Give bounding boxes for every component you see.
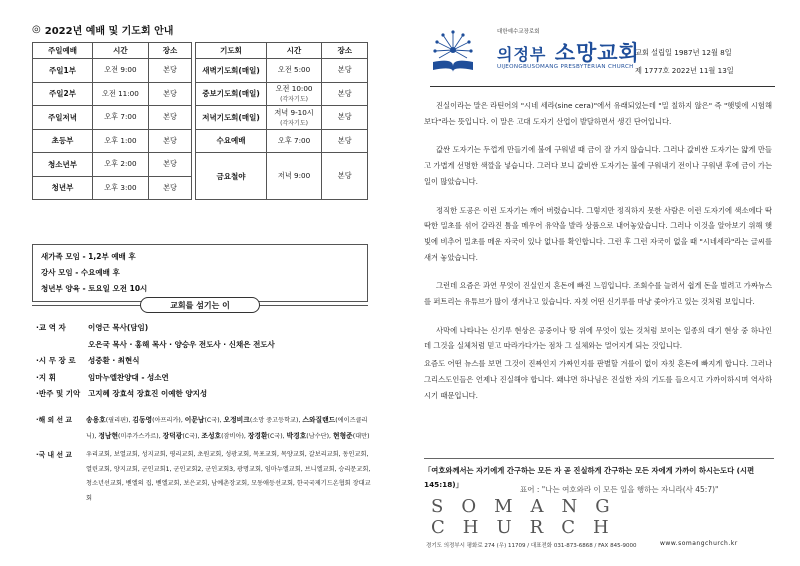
staff-value: 오은국 목사 · 홍해 목사 · 양승우 전도사 · 신채은 전도사 <box>88 339 275 349</box>
schedule-section-title <box>32 22 173 37</box>
staff-value: 고지혜 장효석 장효진 이예한 양지성 <box>88 389 208 398</box>
missionary-location: (미주가스카르), <box>118 432 163 440</box>
prayer-name: 저녁기도회(매일) <box>196 106 266 130</box>
founded-date: 교회 설립일 1987년 12월 8일 <box>635 48 732 57</box>
staff-list <box>36 320 376 403</box>
worship-time: 오후 2:00 <box>92 153 148 177</box>
staff-value: 이영근 목사(담임) <box>88 323 149 332</box>
worship-place: 본당 <box>148 153 191 177</box>
missionary-name: 정남현 <box>98 431 119 440</box>
mission-abroad-row <box>36 413 372 444</box>
header-divider <box>430 86 775 87</box>
worship-name: 청년부 <box>33 176 93 200</box>
table-gap <box>192 176 196 200</box>
denomination: 대한예수교장로회 <box>497 29 540 35</box>
prayer-time-sub: (각자기도) <box>280 119 308 127</box>
prayer-place: 본당 <box>322 106 368 130</box>
worship-place: 본당 <box>148 129 191 153</box>
paragraph: 정직한 도공은 이런 도자기는 깨어 버렸습니다. 그렇지만 정직하지 못한 사람은 이런 도자기에 색소에다 딱딱한 밀초를 섞어 갈라진 틈을 메우어 유약을 발라 상품으로 내어놓았습니다. 그러나 이것을 알아보기 위해 햇빛에 비추어 밀초를 메운 자국이 있나 없나를 확인합니다. 그런 후 그런 자국이 없을 때 "시네세라"라는 글씨를 새겨 놓았습니다. <box>424 205 772 262</box>
prayer-time-cell <box>266 82 322 106</box>
staff-row <box>36 370 376 387</box>
header-worship: 주일예배 <box>33 43 93 59</box>
notice-line: 청년부 양육 - 토요일 오전 10시 <box>41 284 148 293</box>
section-mark: ◎ <box>32 24 41 35</box>
prayer-name: 금요철야 <box>196 153 266 200</box>
staff-label: ·시 무 장 로 <box>36 356 76 365</box>
missionary-location: (C국), <box>267 432 287 440</box>
worship-place: 본당 <box>148 176 191 200</box>
church-name-text: 소망교회 <box>554 41 640 65</box>
prayer-place: 본당 <box>322 82 368 106</box>
prayer-time-sub: (각자기도) <box>280 96 308 104</box>
column-text <box>424 98 772 416</box>
worship-time: 오후 7:00 <box>92 106 148 130</box>
notice-line: 새가족 모임 - 1,2부 예배 후 <box>41 252 136 261</box>
staff-label: ·지 휘 <box>36 372 56 382</box>
missionary-name: 조성호 <box>201 431 222 440</box>
worship-name: 주일1부 <box>33 59 93 83</box>
church-website[interactable]: www.somangchurch.kr <box>660 540 738 547</box>
staff-row <box>36 386 376 403</box>
missionary-name: 오정비크 <box>223 416 250 424</box>
staff-row <box>36 337 376 354</box>
church-motto: 표어 : "나는 여호와라 이 모든 일을 행하는 자니라(사 45:7)" <box>520 485 719 494</box>
worship-time: 오전 9:00 <box>92 59 148 83</box>
issue-number: 제 1777호 2022년 11월 13일 <box>635 66 734 75</box>
staff-label: ·교 역 자 <box>36 323 66 332</box>
paragraph: 진실이라는 말은 라틴어의 "시네 세라(sine cera)"에서 유래되었는데 "밀 칠하지 않은" 즉 "햇빛에 시험해 보다"라는 뜻입니다. 이 말은 고대 도자기 산업이 발달하면서 생긴 단어입니다. <box>424 101 772 126</box>
worship-name: 청소년부 <box>33 153 93 177</box>
paragraph: 사막에 나타나는 신기루 현상은 공중이나 땅 위에 무엇이 있는 것처럼 보이는 일종의 대기 현상 중 하나인데 그것을 실체처럼 믿고 따라가다가는 점차 그 실체와는 멀어지게 되는 것입니다. <box>424 325 772 351</box>
staff-value: 성중환 · 최현식 <box>88 356 140 365</box>
worship-name: 주일2부 <box>33 82 93 106</box>
prayer-time: 저녁 9-10시 <box>274 107 314 117</box>
staff-row <box>36 353 376 370</box>
missionary-name: 스와질랜드 <box>302 416 336 424</box>
staff-label <box>36 337 88 354</box>
worship-name: 초등부 <box>33 129 93 153</box>
missionary-location: (에이즈클리닉), <box>86 417 368 440</box>
missionary-location: (잠비아), <box>221 432 248 440</box>
mission-abroad-label: ·해 외 선 교 <box>36 416 72 424</box>
header-prayer: 기도회 <box>196 43 266 59</box>
paragraph: 요즘도 어떤 뉴스를 보면 그것이 진짜인지 가짜인지를 판별할 겨를이 없이 자칫 혼돈에 빠지게 합니다. 그러나 그리스도인들은 언제나 진실해야 합니다. 왜냐면 하나님은 진실한 자의 기도를 들으시고 가까이하시며 역사하시기 때문입니다. <box>424 359 772 400</box>
missionary-name: 송용호 <box>86 416 106 424</box>
paragraph: 값싼 도자기는 두껍게 만들기에 불에 구워낼 때 금이 잘 가지 않습니다. 그러나 값비싼 도자기는 얇게 만들고 가볍게 선명한 색깔을 넣습니다. 그러다 보니 값비싼 도자기는 불에 구워내기 전이나 구워낸 후에 금이 가는 일이 많았습니다. <box>424 145 772 186</box>
serve-title: 교회를 섬기는 이 <box>140 297 260 313</box>
missionary-location: (아프리카), <box>152 417 185 424</box>
header-place: 장소 <box>148 43 191 59</box>
staff-value: 임마누엘찬양대 - 성소연 <box>88 372 169 382</box>
staff-label: ·반주 및 기악 <box>36 389 81 398</box>
missions <box>36 413 372 510</box>
header-time: 시간 <box>92 43 148 59</box>
missionary-name: 현형준 <box>333 431 353 440</box>
prayer-place: 본당 <box>322 59 368 83</box>
bulletin-info <box>635 44 734 80</box>
notice-line: 강사 모임 - 수요예배 후 <box>41 268 120 277</box>
mission-domestic-list: 우리교회, 보열교회, 성지교회, 평리교회, 초원교회, 성광교회, 목포교회, 목양교회, 갈보리교회, 동인교회, 열린교회, 양지교회, 군인교회1, 군인교회2, 군인교회3, 광명교회, 임마누엘교회, 브니엘교회, 승리문교회, 청소년선교회, 벧엘의 집, 벧엘교회, 보은교회, 남예촌장교회, 모동애등선교회, 한국국제기드온협회 장대교회 <box>86 451 371 502</box>
prayer-time: 저녁 9:00 <box>266 153 322 200</box>
paragraph: 그런데 요즘은 과연 무엇이 진실인지 혼돈에 빠진 느낌입니다. 조회수를 늘려서 쉽게 돈을 벌려고 가짜뉴스를 퍼트리는 유튜브가 많이 생겨나고 있습니다. 자칫 어떤 신기루를 마냥 좇아가고 있는 것처럼 보입니다. <box>424 281 772 307</box>
worship-place: 본당 <box>148 59 191 83</box>
prayer-time: 오전 5:00 <box>266 59 322 83</box>
missionary-location: (필리핀), <box>105 417 133 424</box>
prayer-time-cell <box>266 106 322 130</box>
missionary-name: 장덕광 <box>162 431 183 440</box>
header-place2: 장소 <box>322 43 368 59</box>
church-name-eng: UIJEONGBUSOMANG PRESBYTERIAN CHURCH <box>497 64 634 70</box>
prayer-name: 중보기도회(매일) <box>196 82 266 106</box>
worship-time: 오후 1:00 <box>92 129 148 153</box>
prayer-time: 오전 10:00 <box>275 84 313 94</box>
missionary-location: (C국), <box>182 432 202 440</box>
church-city: 의정부 <box>497 45 547 64</box>
prayer-name: 새벽기도회(매일) <box>196 59 266 83</box>
prayer-place: 본당 <box>322 153 368 200</box>
church-name <box>497 37 640 67</box>
schedule-title-text: 2022년 예배 및 기도회 안내 <box>44 26 174 37</box>
worship-time: 오후 3:00 <box>92 176 148 200</box>
missionary-location: (C국), <box>204 417 224 424</box>
prayer-name: 수요예배 <box>196 129 266 153</box>
mission-domestic-label: ·국 내 선 교 <box>36 451 72 459</box>
worship-time: 오전 11:00 <box>92 82 148 106</box>
prayer-place: 본당 <box>322 129 368 153</box>
worship-place: 본당 <box>148 82 191 106</box>
worship-name: 주일저녁 <box>33 106 93 130</box>
church-address: 경기도 의정부시 평화로 274 (우) 11709 / 대표전화 031-873-6868 / FAX 845-9000 <box>426 543 637 549</box>
prayer-time: 오후 7:00 <box>266 129 322 153</box>
church-name-large: SOMANG CHURCH <box>431 496 628 538</box>
bible-verse: 「여호와께서는 자기에게 간구하는 모든 자 곧 진실하게 간구하는 모든 자에게 가까이 하시는도다 (시편 145:18)」 <box>424 458 774 492</box>
missionary-location: (남수단), <box>306 432 333 440</box>
church-logo-icon <box>430 30 476 74</box>
mission-abroad-list <box>86 413 372 444</box>
header-time2: 시간 <box>266 43 322 59</box>
staff-row <box>36 320 376 337</box>
missionary-name: 이문남 <box>184 416 205 424</box>
worship-place: 본당 <box>148 106 191 130</box>
missionary-location: (대만) <box>352 432 370 440</box>
missionary-name: 박경호 <box>286 431 307 440</box>
missionary-name: 장경환 <box>247 431 268 440</box>
notice-box <box>32 244 368 302</box>
mission-domestic-row <box>36 448 372 506</box>
missionary-location: (소망 중고등학교), <box>249 417 303 424</box>
schedule-table <box>32 42 368 200</box>
missionary-name: 김동영 <box>132 416 153 424</box>
